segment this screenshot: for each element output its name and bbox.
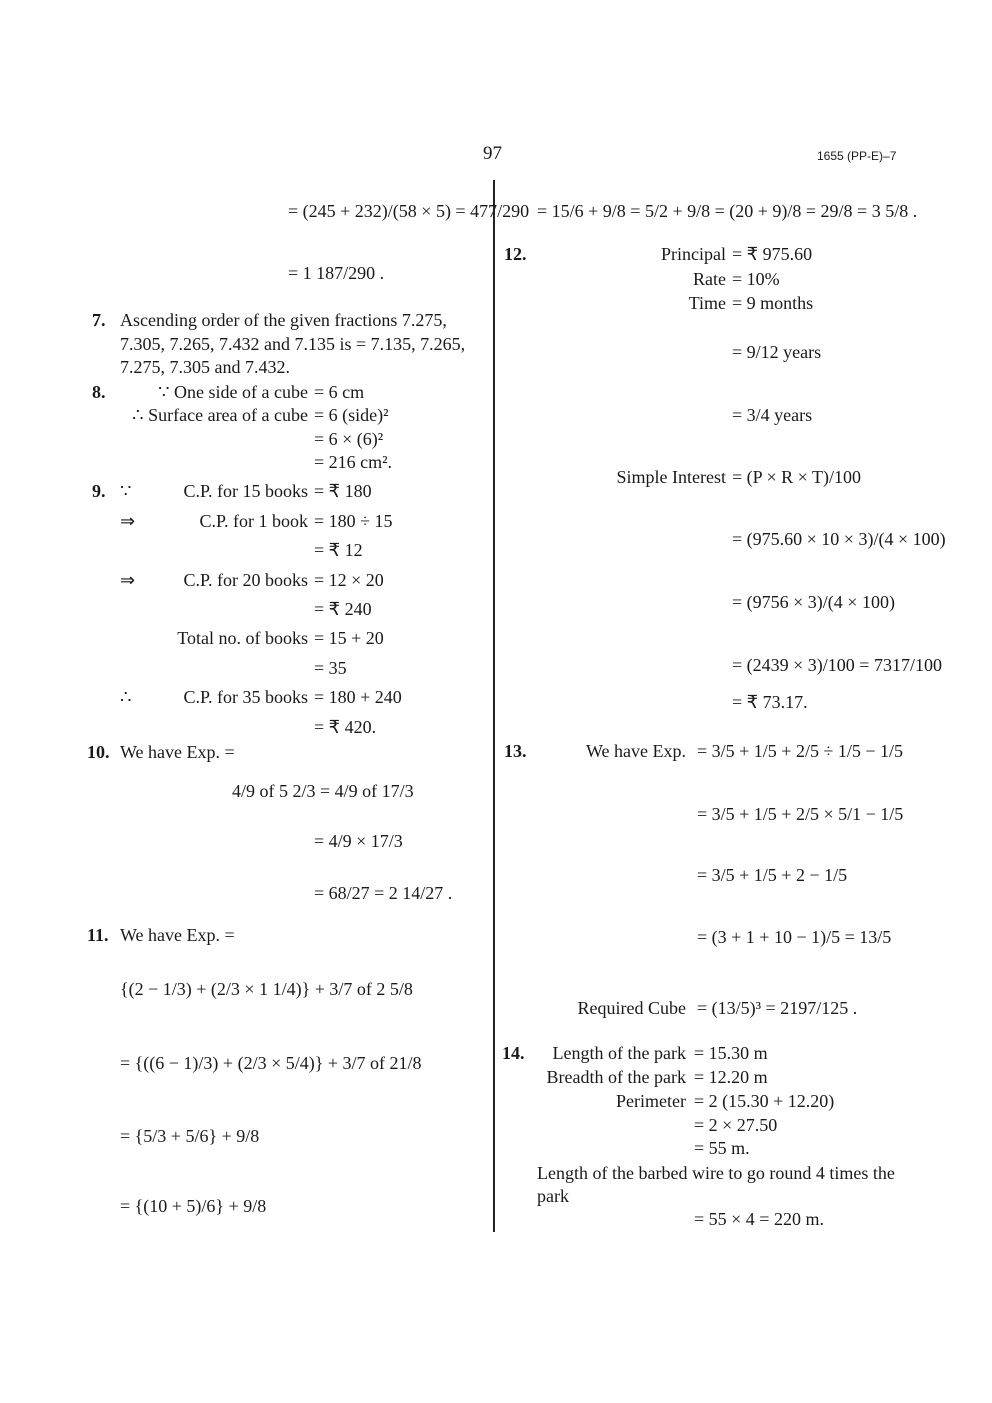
q13-line: = 3/5 + 1/5 + 2 − 1/5: [697, 865, 848, 885]
q12-value: = 10%: [732, 269, 780, 289]
q9-value: = 35: [314, 658, 347, 678]
q7-line: Ascending order of the given fractions 7.275,: [120, 310, 447, 330]
q7-line: 7.275, 7.305 and 7.432.: [120, 357, 290, 377]
q9-value: = ₹ 240: [314, 599, 372, 619]
q14-value: = 55 m.: [694, 1138, 750, 1158]
q9-value: = 180 + 240: [314, 687, 402, 707]
q14-label: Length of the park: [552, 1043, 686, 1063]
q12-label: Principal: [661, 244, 726, 264]
q9-symbol: ⇒: [120, 511, 136, 531]
q12-value: = 9 months: [732, 293, 814, 313]
q14-value: = 2 × 27.50: [694, 1115, 778, 1135]
column-divider: [493, 180, 495, 1232]
q12-value: = ₹ 975.60: [732, 244, 813, 264]
page-number: 97: [483, 143, 502, 164]
q9-label: C.P. for 15 books: [183, 481, 308, 501]
question-number-13: 13.: [504, 741, 527, 761]
q12-value: = (975.60 × 10 × 3)/(4 × 100): [732, 529, 946, 549]
q12-value: = (2439 × 3)/100 = 7317/100: [732, 655, 942, 675]
q9-label: C.P. for 35 books: [183, 687, 308, 707]
q14-label: Breadth of the park: [546, 1067, 686, 1087]
q13-line: = (3 + 1 + 10 − 1)/5 = 13/5: [697, 927, 892, 947]
q14-value: = 55 × 4 = 220 m.: [694, 1209, 824, 1229]
q9-label: Total no. of books: [177, 628, 308, 648]
q14-value: = 15.30 m: [694, 1043, 768, 1063]
q12-value: = (9756 × 3)/(4 × 100): [732, 592, 895, 612]
q12-label: Rate: [693, 269, 726, 289]
question-number-10: 10.: [87, 742, 110, 762]
q14-value: = 2 (15.30 + 12.20): [694, 1091, 835, 1111]
q14-label: Perimeter: [616, 1091, 686, 1111]
q9-label: C.P. for 20 books: [183, 570, 308, 590]
question-number-9: 9.: [92, 481, 106, 501]
q14-text: park: [537, 1186, 569, 1206]
q13-line: = 3/5 + 1/5 + 2/5 ÷ 1/5 − 1/5: [697, 741, 903, 761]
equation-line: = 15/6 + 9/8 = 5/2 + 9/8 = (20 + 9)/8 = 29/8 = 3 5/8 .: [537, 201, 918, 221]
question-number-14: 14.: [502, 1043, 525, 1063]
q11-line: = {(10 + 5)/6} + 9/8: [120, 1196, 267, 1216]
q9-value: = 180 ÷ 15: [314, 511, 393, 531]
q9-value: = ₹ 180: [314, 481, 372, 501]
page-code: 1655 (PP-E)–7: [817, 149, 897, 163]
q9-symbol: ⇒: [120, 570, 136, 590]
q10-line: = 68/27 = 2 14/27 .: [314, 883, 453, 903]
q13-label: Required Cube: [577, 998, 686, 1018]
q14-value: = 12.20 m: [694, 1067, 768, 1087]
q12-value: = (P × R × T)/100: [732, 467, 861, 487]
question-number-8: 8.: [92, 382, 106, 402]
q13-line: = (13/5)³ = 2197/125 .: [697, 998, 858, 1018]
q12-value: = 9/12 years: [732, 342, 822, 362]
q12-value: = 3/4 years: [732, 405, 813, 425]
q9-symbol: ∵: [120, 481, 132, 501]
q11-line: = {5/3 + 5/6} + 9/8: [120, 1126, 260, 1146]
question-number-7: 7.: [92, 310, 106, 330]
q10-line: = 4/9 × 17/3: [314, 831, 403, 851]
equation-line: = (245 + 232)/(58 × 5) = 477/290: [288, 201, 530, 221]
q13-line: = 3/5 + 1/5 + 2/5 × 5/1 − 1/5: [697, 804, 904, 824]
q9-label: C.P. for 1 book: [199, 511, 308, 531]
equation-line: = 1 187/290 .: [288, 263, 385, 283]
q8-value: = 216 cm².: [314, 452, 393, 472]
q8-value: = 6 cm: [314, 382, 365, 402]
q11-intro: We have Exp. =: [120, 925, 235, 945]
q12-label: Time: [688, 293, 726, 313]
q9-value: = 12 × 20: [314, 570, 384, 590]
q11-line: {(2 − 1/3) + (2/3 × 1 1/4)} + 3/7 of 2 5/8: [120, 979, 413, 999]
q8-label: ∵ One side of a cube: [158, 382, 308, 402]
q9-value: = ₹ 420.: [314, 717, 377, 737]
q11-line: = {((6 − 1)/3) + (2/3 × 5/4)} + 3/7 of 21/8: [120, 1053, 422, 1073]
q10-line: 4/9 of 5 2/3 = 4/9 of 17/3: [232, 781, 414, 801]
q9-value: = 15 + 20: [314, 628, 384, 648]
q9-value: = ₹ 12: [314, 540, 363, 560]
q13-intro: We have Exp.: [585, 741, 686, 761]
q12-label: Simple Interest: [616, 467, 726, 487]
q10-intro: We have Exp. =: [120, 742, 235, 762]
q8-label: ∴ Surface area of a cube: [132, 405, 308, 425]
q9-symbol: ∴: [120, 687, 132, 707]
q8-value: = 6 × (6)²: [314, 429, 384, 449]
q12-value: = ₹ 73.17.: [732, 692, 808, 712]
question-number-12: 12.: [504, 244, 527, 264]
q14-text: Length of the barbed wire to go round 4 times the: [537, 1163, 895, 1183]
q7-line: 7.305, 7.265, 7.432 and 7.135 is = 7.135, 7.265,: [120, 334, 466, 354]
question-number-11: 11.: [87, 925, 109, 945]
q8-value: = 6 (side)²: [314, 405, 389, 425]
